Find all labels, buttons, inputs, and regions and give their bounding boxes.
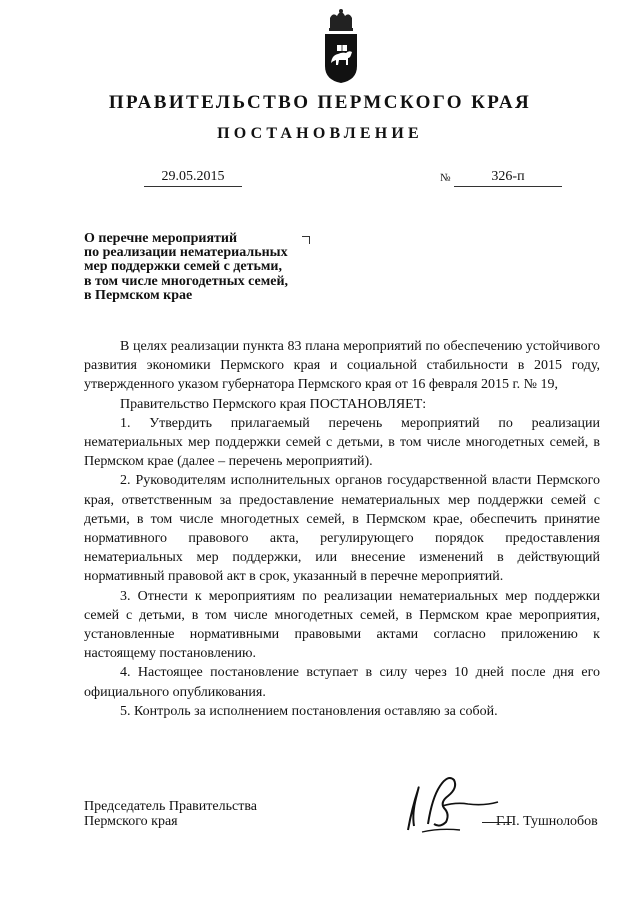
handwritten-signature bbox=[394, 768, 504, 836]
subject-line: по реализации нематериальных bbox=[84, 245, 288, 261]
body-paragraph: 5. Контроль за исполнением постановления оставляю за собой. bbox=[120, 703, 498, 719]
subject-line: мер поддержки семей с детьми, bbox=[84, 259, 282, 275]
document-date: 29.05.2015 bbox=[144, 168, 242, 187]
document-number: 326-п bbox=[454, 168, 562, 187]
subject-corner-mark bbox=[302, 236, 310, 244]
document-subject bbox=[84, 232, 316, 303]
signer-name: Г.П. Тушнолобов bbox=[496, 814, 598, 829]
body-paragraph: 2. Руководителям исполнительных органов государственной власти Пермского края, ответственным за предоставление нематериальных мер поддержки семей с детьми, в том числе многодетных семей, в Пермском крае, обеспечить принятие нормативного правового акта, регулирующего порядок предоставления нематериальных мер поддержки, или внесение изменений в действующий нормативный правовой акт в срок, указанный в перечне мероприятий. bbox=[84, 473, 600, 585]
signer-position-line: Председатель Правительства bbox=[84, 799, 257, 814]
body-paragraph: В целях реализации пункта 83 плана мероприятий по обеспечению устойчивого развития экономики Пермского края и социальной стабильности в 2015 году, утвержденного указом губернатора Пермского края от 16 февраля 2015 г. № 19, bbox=[84, 339, 600, 393]
subject-line: в том числе многодетных семей, bbox=[84, 273, 289, 289]
body-paragraph: Правительство Пермского края ПОСТАНОВЛЯЕТ: bbox=[120, 396, 427, 412]
perm-krai-coat-of-arms-icon bbox=[321, 8, 361, 84]
document-type: ПОСТАНОВЛЕНИЕ bbox=[217, 125, 423, 142]
body-paragraph: 1. Утвердить прилагаемый перечень мероприятий по реализации нематериальных мер поддержки семей с детьми, в том числе многодетных семей, в Пермском крае (далее – перечень мероприятий). bbox=[84, 415, 600, 470]
signer-position bbox=[84, 799, 257, 829]
subject-line: О перечне мероприятий bbox=[84, 231, 238, 246]
subject-line: в Пермском крае bbox=[84, 287, 193, 303]
government-title: ПРАВИТЕЛЬСТВО ПЕРМСКОГО КРАЯ bbox=[108, 92, 532, 113]
body-paragraph: 4. Настоящее постановление вступает в силу через 10 дней после дня его официального опубликования. bbox=[84, 665, 600, 700]
body-paragraph: 3. Отнести к мероприятиям по реализации нематериальных мер поддержки семей с детьми, в том числе многодетных семей, в Пермском крае мероприятия, установленные нормативными правовыми актами согласно приложению к настоящему постановлению. bbox=[84, 588, 600, 662]
signer-position-line: Пермского края bbox=[84, 814, 178, 829]
number-sign: № bbox=[440, 172, 451, 184]
document-body bbox=[84, 337, 600, 721]
